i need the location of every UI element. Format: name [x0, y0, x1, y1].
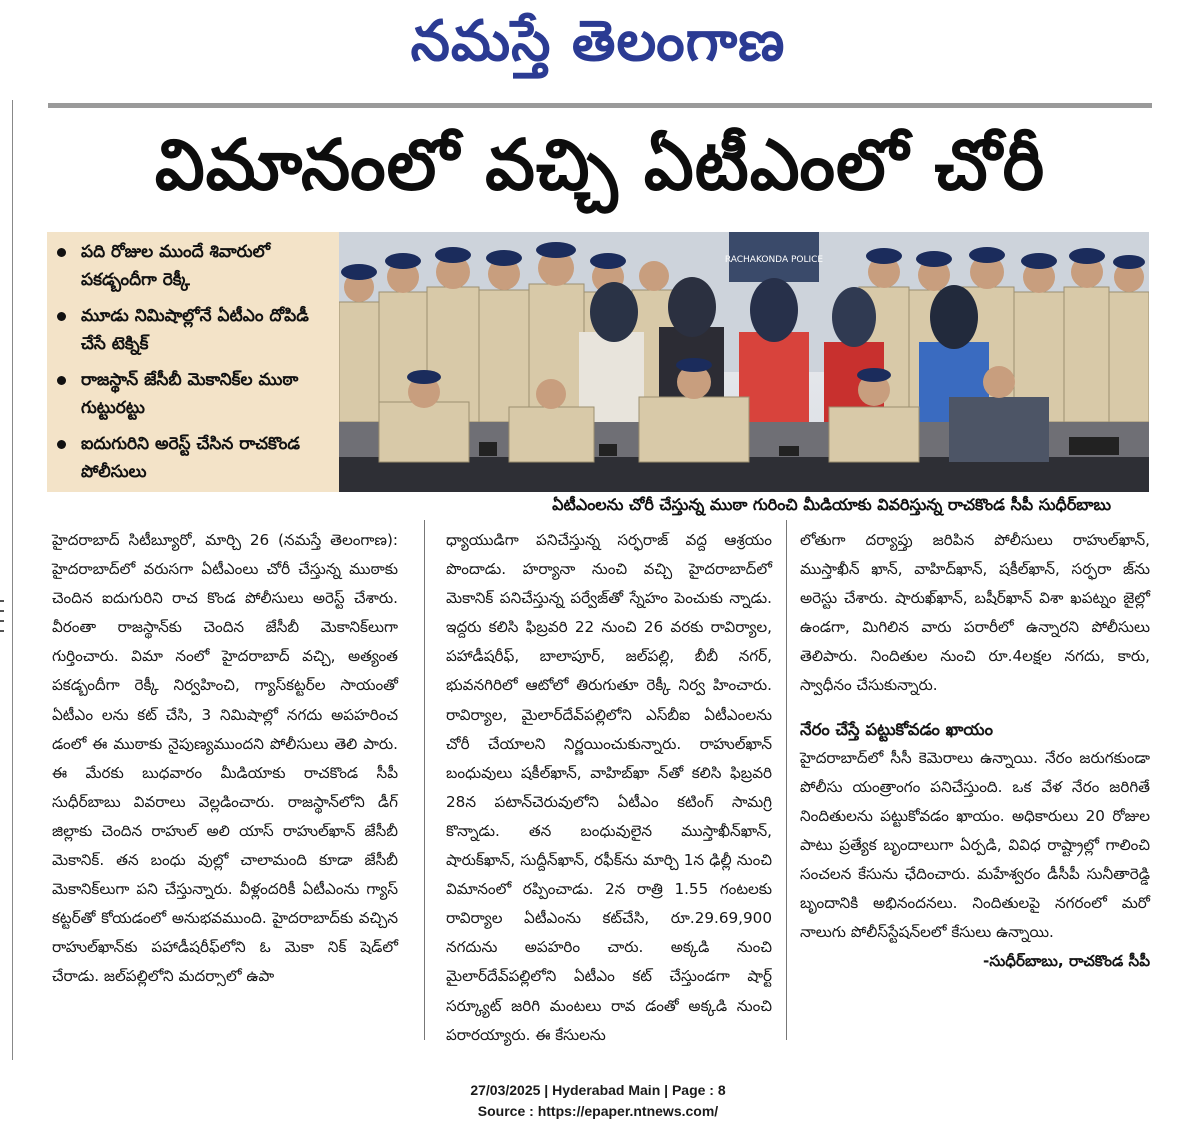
quote-attribution: -సుధీర్‌బాబు, రాచకొండ సీపీ — [983, 952, 1150, 971]
column-divider — [424, 520, 425, 1040]
header-divider — [48, 103, 1152, 108]
photo-caption: ఏటీఎంలను చోరీ చేస్తున్న ముఠా గురించి మీడియాకు వివరిస్తున్న రాచకొండ సీపీ సుధీర్‌బాబు — [552, 495, 1111, 514]
highlight-item: ఐదుగురిని అరెస్ట్ చేసిన రాచకొండ పోలీసులు — [57, 430, 335, 486]
bullet-icon — [57, 248, 66, 257]
highlight-item: పది రోజుల ముందే శివారులో పకడ్బందీగా రెక్కీ — [57, 238, 335, 294]
left-margin-rule — [12, 100, 13, 1060]
article-paragraph: లోతుగా దర్యాప్తు జరిపిన పోలీసులు రాహుల్‌ఖాన్, ముస్తాఖీన్ ఖాన్, వాహిద్‌ఖాన్, షకీల్‌ఖాన్, సర్ఫరా జ్‌ను అరెస్టు చేశారు. షారుఖ్‌ఖాన్, బషీర్‌ఖాన్ విశా ఖపట్నం జైల్లో ఉండగా, మిగిలిన వారు పరారీలో ఉన్నారని పోలీసులు తెలిపారు. నిందితుల నుంచి రూ.4లక్షల నగదు, కారు, స్వాధీనం చేసుకున్నారు. — [800, 531, 1150, 695]
article-paragraph: ధ్యాయుడిగా పనిచేస్తున్న సర్ఫరాజ్ వద్ద ఆశ్రయం పొందాడు. హర్యానా నుంచి వచ్చి హైదరాబాద్‌లో మెకానిక్ పనిచేస్తున్న పర్వేజ్‌తో స్నేహం పెంచుకు న్నాడు. ఇద్దరు కలిసి ఫిబ్రవరి 22 నుంచి 26 వరకు రావిర్యాల, పహాడీషరీఫ్, బాలాపూర్, జల్‌పల్లి, బీబీ నగర్, భువనగిరిలో ఆటోలో తిరుగుతూ రెక్కీ నిర్వ హించారు. రావిర్యాల, మైలార్‌దేవ్‌పల్లిలోని ఎస్‌బీఐ ఏటీఎంలను చోరీ చేయాలని నిర్ణయించుకున్నారు. రాహుల్‌ఖాన్ బంధువులు షకీల్‌ఖాన్, వాహిబ్‌ఖా న్‌తో కలిసి ఫిబ్రవరి 28న పటాన్‌చెరువులోని ఏటీఎం కటింగ్ సామగ్రి కొన్నాడు. తన బంధువులైన ముస్తాఖీన్‌ఖాన్, షారుక్‌ఖాన్, సుద్దీన్‌ఖాన్, రఫీక్‌ను మార్చి 1న ఢిల్లీ నుంచి విమానంలో రప్పించాడు. 2న రాత్రి 1.55 గంటలకు రావిర్యాల ఏటీఎంను కట్‌చేసి, రూ.29.69,900 నగదును అపహరిం చారు. అక్కడి నుంచి మైలార్‌దేవ్‌పల్లిలోని ఏటీఎం కట్ చేస్తుండగా షార్ట్ సర్క్యూట్ జరిగి మంటలు రావ డంతో అక్కడి నుంచి పరారయ్యారు. ఈ కేసులను — [446, 531, 772, 1044]
highlight-item: రాజస్థాన్ జేసీబీ మెకానిక్‌ల ముఠా గుట్టురట్టు — [57, 366, 335, 422]
footer-source-link[interactable]: Source : https://epaper.ntnews.com/ — [477, 1103, 719, 1119]
page-footer — [0, 1080, 1196, 1122]
article-paragraph: హైదరాబాద్ సిటీబ్యూరో, మార్చి 26 (నమస్తే తెలంగాణ): హైదరాబాద్‌లో వరుసగా ఏటీఎంలు చోరీ చేస్తున్న ముఠాకు చెందిన ఐదుగురిని రాచ కొండ పోలీసులు అరెస్ట్ చేశారు. వీరంతా రాజస్థాన్‌కు చెందిన జేసీబీ మెకానిక్‌లుగా గుర్తించారు. విమా నంలో హైదరాబాద్ వచ్చి, అత్యంత పకడ్బందీగా రెక్కీ నిర్వహించి, గ్యాస్‌కట్టర్‌ల సాయంతో ఏటీఎం లను కట్ చేసి, 3 నిమిషాల్లో నగదు అపహరించ డంలో ఈ ముఠాకు నైపుణ్యముందని పోలీసులు తెలి పారు. ఈ మేరకు బుధవారం మీడియాకు రాచకొండ సీపీ సుధీర్‌బాబు వివరాలు వెల్లడించారు. రాజస్థాన్‌లోని డీగ్ జిల్లాకు చెందిన రాహుల్ అలి యాస్ రాహుల్‌ఖాన్ జేసీబీ మెకానిక్. తన బంధు వుల్లో చాలామంది కూడా జేసీబీ మెకానిక్‌లుగా పని చేస్తున్నారు. వీళ్లందరికీ ఏటీఎంను గ్యాస్ కట్టర్‌తో కోయడంలో అనుభవముంది. హైదరాబాద్‌కు వచ్చిన రాహుల్‌ఖాన్‌కు పహాడీషరీఫ్‌లోని ఓ మెకా నిక్ షెడ్‌లో చేరాడు. జల్‌పల్లిలోని మదర్సాలో ఉపా — [52, 531, 398, 986]
left-margin-marks — [0, 600, 6, 660]
article-column-2 — [446, 526, 772, 1050]
subheading: నేరం చేస్తే పట్టుకోవడం ఖాయం — [800, 719, 994, 739]
police-group-illustration — [339, 232, 1149, 492]
article-column-3 — [800, 526, 1150, 976]
column-divider — [786, 520, 787, 1040]
footer-date-edition: 27/03/2025 | Hyderabad Main | Page : 8 — [470, 1082, 726, 1098]
masthead-logo: నమస్తే తెలంగాణ — [410, 8, 786, 74]
article-headline: విమానంలో వచ్చి ఏటీఎంలో చోరీ — [154, 124, 1046, 206]
highlights-box — [47, 232, 339, 492]
highlight-item: మూడు నిమిషాల్లోనే ఏటీఎం దోపిడీ చేసే టెక్నిక్ — [57, 302, 335, 358]
article-paragraph: హైదరాబాద్‌లో సీసీ కెమెరాలు ఉన్నాయి. నేరం జరుగకుండా పోలీసు యంత్రాంగం పనిచేస్తుంది. ఒక వేళ నేరం జరిగితే నిందితులను పట్టుకోవడం ఖాయం. అధికారులు 20 రోజుల పాటు ప్రత్యేక బృందాలుగా ఏర్పడి, వివిధ రాష్ట్రాల్లో గాలించి సంచలన కేసును ఛేదించారు. మహేశ్వరం డీసీపీ సునీతారెడ్డి బృందానికి అభినందనలు. నిందితులపై నగరంలో మరో నాలుగు పోలీస్‌స్టేషన్‌లలో కేసులు ఉన్నాయి. — [800, 748, 1150, 942]
bullet-icon — [57, 376, 66, 385]
svg-text:RACHAKONDA POLICE: RACHAKONDA POLICE — [724, 255, 824, 265]
bullet-icon — [57, 440, 66, 449]
press-conference-photo — [339, 232, 1149, 492]
bullet-icon — [57, 312, 66, 321]
article-column-1 — [52, 526, 398, 992]
